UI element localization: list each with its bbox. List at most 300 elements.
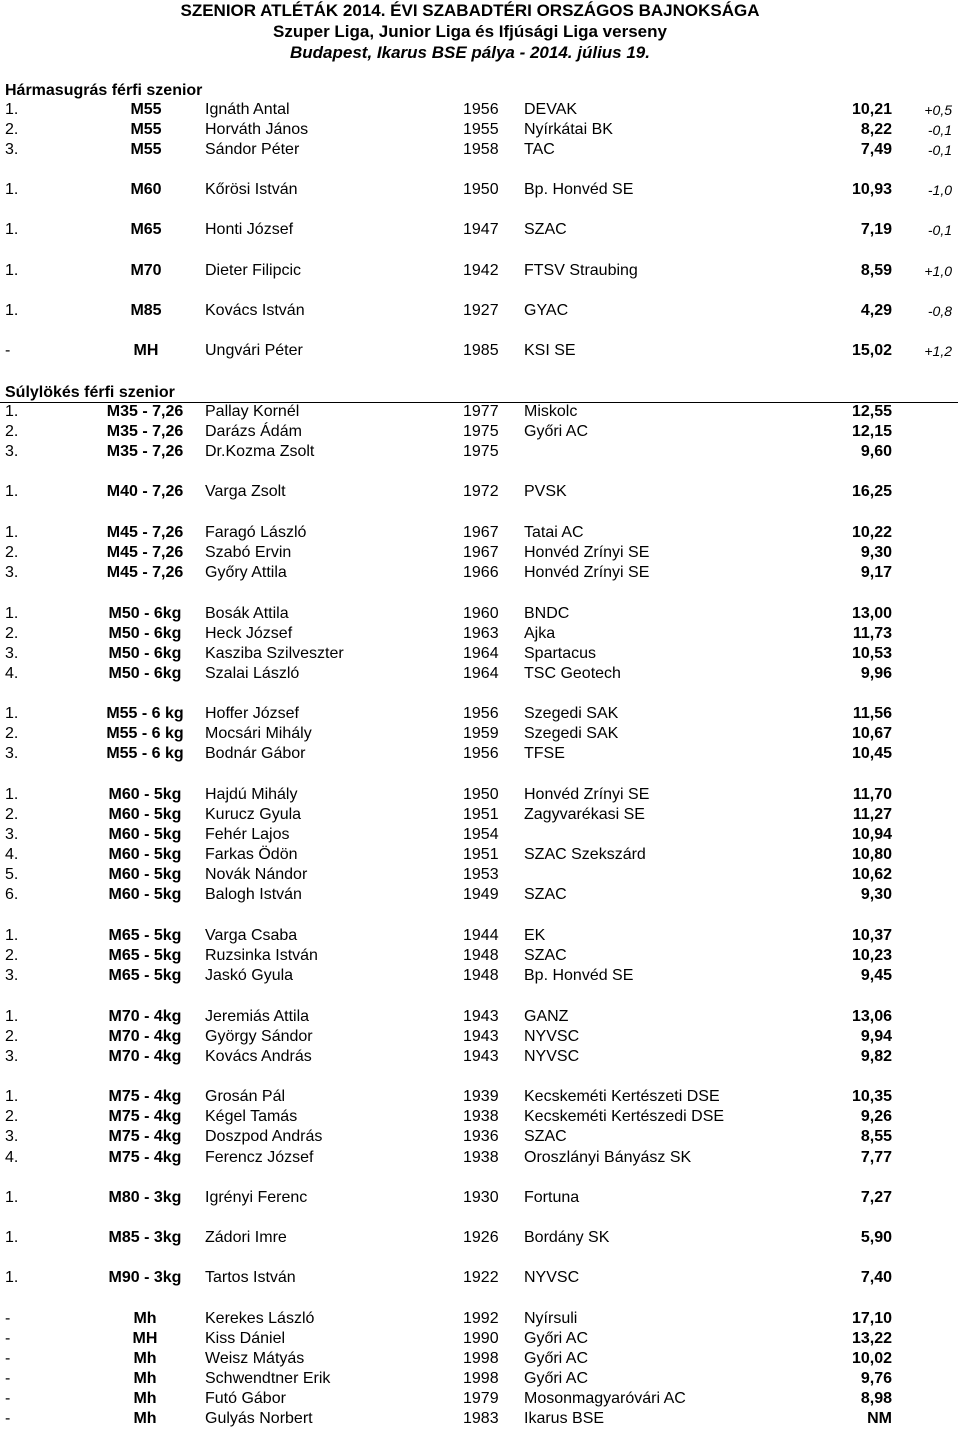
result-place: - [5, 342, 11, 359]
birth-year: 1960 [463, 605, 499, 622]
athlete-name: Kasziba Szilveszter [205, 645, 344, 662]
result-row [0, 624, 960, 644]
result-category: M60 - 5kg [108, 846, 182, 863]
athlete-name: Győry Attila [205, 564, 287, 581]
club-name: Honvéd Zrínyi SE [524, 786, 650, 803]
result-value: 9,82 [860, 1048, 892, 1065]
birth-year: 1964 [463, 645, 499, 662]
athlete-name: Balogh István [205, 886, 302, 903]
birth-year: 1967 [463, 524, 499, 541]
result-value: 9,60 [860, 443, 892, 460]
result-category: M50 - 6kg [108, 625, 182, 642]
result-row [0, 402, 960, 422]
result-value: 8,59 [860, 262, 892, 279]
club-name: Győri AC [524, 1350, 589, 1367]
club-name: Spartacus [524, 645, 597, 662]
result-value: 13,00 [851, 605, 892, 622]
result-place: 1. [5, 1189, 19, 1206]
birth-year: 1954 [463, 826, 499, 843]
result-place: 6. [5, 886, 19, 903]
athlete-name: Dieter Filipcic [205, 262, 302, 279]
result-place: 1. [5, 403, 19, 420]
result-place: 1. [5, 302, 19, 319]
result-category: M80 - 3kg [108, 1189, 182, 1206]
birth-year: 1975 [463, 423, 499, 440]
result-place: 3. [5, 645, 19, 662]
result-category: M55 [130, 141, 162, 158]
wind-value: -1,0 [927, 182, 952, 198]
club-name: SZAC [524, 947, 567, 964]
section-title: Hármasugrás férfi szenior [5, 82, 203, 99]
result-row [0, 442, 960, 462]
result-value: 10,45 [851, 745, 892, 762]
result-row [0, 422, 960, 442]
club-name: FTSV Straubing [524, 262, 638, 279]
result-category: M70 [130, 262, 162, 279]
result-value: 12,15 [851, 423, 892, 440]
result-place: 1. [5, 705, 19, 722]
athlete-name: Weisz Mátyás [205, 1350, 305, 1367]
result-category: M65 - 5kg [108, 947, 182, 964]
result-row [0, 704, 960, 724]
result-row [0, 180, 960, 200]
result-place: 1. [5, 1269, 19, 1286]
result-row [0, 644, 960, 664]
result-row [0, 865, 960, 885]
result-category: M55 - 6 kg [106, 745, 184, 762]
athlete-name: Doszpod András [205, 1128, 323, 1145]
result-category: M60 - 5kg [108, 886, 182, 903]
birth-year: 1977 [463, 403, 499, 420]
birth-year: 1975 [463, 443, 499, 460]
result-place: - [5, 1310, 11, 1327]
club-name: Oroszlányi Bányász SK [524, 1149, 692, 1166]
result-row [0, 1349, 960, 1369]
result-row [0, 744, 960, 764]
birth-year: 1950 [463, 786, 499, 803]
result-place: - [5, 1370, 11, 1387]
result-category: M60 - 5kg [108, 806, 182, 823]
birth-year: 1956 [463, 745, 499, 762]
result-category: M50 - 6kg [108, 645, 182, 662]
result-value: 10,35 [851, 1088, 892, 1105]
birth-year: 1983 [463, 1410, 499, 1427]
result-value: 10,53 [851, 645, 892, 662]
result-category: M70 - 4kg [108, 1028, 182, 1045]
result-place: - [5, 1330, 11, 1347]
result-category: Mh [133, 1390, 157, 1407]
result-value: 7,77 [860, 1149, 892, 1166]
result-row [0, 1087, 960, 1107]
result-value: 16,25 [851, 483, 892, 500]
result-value: 9,30 [860, 544, 892, 561]
result-place: 1. [5, 221, 19, 238]
club-name: EK [524, 927, 546, 944]
birth-year: 1938 [463, 1149, 499, 1166]
result-value: 15,02 [851, 342, 892, 359]
club-name: Honvéd Zrínyi SE [524, 544, 650, 561]
birth-year: 1972 [463, 483, 499, 500]
result-place: 1. [5, 1229, 19, 1246]
club-name: PVSK [524, 483, 567, 500]
result-row [0, 1148, 960, 1168]
document-title: SZENIOR ATLÉTÁK 2014. ÉVI SZABADTÉRI ORSZÁGOS BAJNOKSÁGA [180, 1, 760, 20]
result-place: 1. [5, 605, 19, 622]
result-place: 2. [5, 121, 19, 138]
result-value: 10,62 [851, 866, 892, 883]
athlete-name: Hoffer József [205, 705, 299, 722]
result-category: M55 - 6 kg [106, 725, 184, 742]
result-value: 9,30 [860, 886, 892, 903]
result-category: M55 [130, 101, 162, 118]
club-name: Szegedi SAK [524, 705, 619, 722]
birth-year: 1930 [463, 1189, 499, 1206]
result-value: 8,55 [860, 1128, 892, 1145]
result-row [0, 100, 960, 120]
athlete-name: Farkas Ödön [205, 846, 298, 863]
athlete-name: Jaskó Gyula [205, 967, 294, 984]
club-name: Miskolc [524, 403, 578, 420]
athlete-name: Hajdú Mihály [205, 786, 298, 803]
athlete-name: Kégel Tamás [205, 1108, 298, 1125]
birth-year: 1948 [463, 967, 499, 984]
result-value: 10,67 [851, 725, 892, 742]
athlete-name: Grosán Pál [205, 1088, 286, 1105]
club-name: SZAC Szekszárd [524, 846, 646, 863]
result-place: 4. [5, 846, 19, 863]
result-category: M45 - 7,26 [106, 564, 184, 581]
athlete-name: Ungvári Péter [205, 342, 303, 359]
wind-value: -0,8 [927, 303, 952, 319]
result-place: 1. [5, 786, 19, 803]
result-category: M85 - 3kg [108, 1229, 182, 1246]
birth-year: 1936 [463, 1128, 499, 1145]
athlete-name: Dr.Kozma Zsolt [205, 443, 315, 460]
result-value: 10,22 [851, 524, 892, 541]
club-name: Kecskeméti Kertészeti DSE [524, 1088, 720, 1105]
birth-year: 1942 [463, 262, 499, 279]
birth-year: 1966 [463, 564, 499, 581]
result-value: 10,94 [851, 826, 892, 843]
result-category: M35 - 7,26 [106, 443, 184, 460]
athlete-name: Varga Csaba [205, 927, 298, 944]
result-row [0, 1268, 960, 1288]
athlete-name: Ruzsinka István [205, 947, 318, 964]
result-row [0, 1389, 960, 1409]
result-place: 2. [5, 806, 19, 823]
athlete-name: Mocsári Mihály [205, 725, 312, 742]
result-place: 1. [5, 1088, 19, 1105]
result-value: 11,70 [852, 786, 892, 803]
athlete-name: Futó Gábor [205, 1390, 286, 1407]
result-value: 5,90 [860, 1229, 892, 1246]
section-title: Súlylökés férfi szenior [5, 384, 175, 401]
birth-year: 1926 [463, 1229, 499, 1246]
result-value: 17,10 [851, 1310, 892, 1327]
birth-year: 1958 [463, 141, 499, 158]
result-category: M35 - 7,26 [106, 403, 184, 420]
birth-year: 1943 [463, 1008, 499, 1025]
birth-year: 1947 [463, 221, 499, 238]
result-value: 10,37 [851, 927, 892, 944]
result-value: 11,73 [852, 625, 892, 642]
result-place: 3. [5, 967, 19, 984]
result-category: M75 - 4kg [108, 1128, 182, 1145]
birth-year: 1943 [463, 1048, 499, 1065]
club-name: NYVSC [524, 1269, 580, 1286]
club-name: BNDC [524, 605, 570, 622]
result-row [0, 1228, 960, 1248]
result-value: 10,80 [851, 846, 892, 863]
result-category: M70 - 4kg [108, 1008, 182, 1025]
result-row [0, 724, 960, 744]
birth-year: 1951 [463, 846, 499, 863]
result-value: 4,29 [860, 302, 892, 319]
result-row [0, 926, 960, 946]
result-place: 2. [5, 725, 19, 742]
result-place: 3. [5, 1128, 19, 1145]
result-place: 1. [5, 262, 19, 279]
athlete-name: Ignáth Antal [205, 101, 290, 118]
athlete-name: Szalai László [205, 665, 300, 682]
wind-value: +0,5 [924, 102, 952, 118]
athlete-name: Schwendtner Erik [205, 1370, 331, 1387]
result-category: Mh [133, 1350, 157, 1367]
result-row [0, 220, 960, 240]
result-row [0, 966, 960, 986]
athlete-name: Szabó Ervin [205, 544, 292, 561]
club-name: GANZ [524, 1008, 569, 1025]
result-value: 11,27 [852, 806, 892, 823]
club-name: TSC Geotech [524, 665, 621, 682]
result-value: 7,19 [860, 221, 892, 238]
document-venue: Budapest, Ikarus BSE pálya - 2014. július 19. [290, 43, 650, 62]
club-name: Szegedi SAK [524, 725, 619, 742]
result-row [0, 120, 960, 140]
birth-year: 1990 [463, 1330, 499, 1347]
club-name: Győri AC [524, 423, 589, 440]
result-value: 11,56 [852, 705, 892, 722]
athlete-name: György Sándor [205, 1028, 313, 1045]
club-name: SZAC [524, 1128, 567, 1145]
club-name: SZAC [524, 886, 567, 903]
result-row [0, 785, 960, 805]
birth-year: 1943 [463, 1028, 499, 1045]
result-value: 10,02 [851, 1350, 892, 1367]
result-category: M45 - 7,26 [106, 524, 184, 541]
result-category: MH [133, 342, 159, 359]
result-value: 8,22 [860, 121, 892, 138]
athlete-name: Horváth János [205, 121, 309, 138]
club-name: Tatai AC [524, 524, 584, 541]
result-row [0, 1127, 960, 1147]
birth-year: 1992 [463, 1310, 499, 1327]
birth-year: 1949 [463, 886, 499, 903]
result-row [0, 1188, 960, 1208]
result-category: M50 - 6kg [108, 665, 182, 682]
result-category: M75 - 4kg [108, 1149, 182, 1166]
birth-year: 1956 [463, 705, 499, 722]
club-name: SZAC [524, 221, 567, 238]
result-place: 3. [5, 1048, 19, 1065]
club-name: KSI SE [524, 342, 576, 359]
result-category: M55 - 6 kg [106, 705, 184, 722]
club-name: Bp. Honvéd SE [524, 967, 634, 984]
athlete-name: Faragó László [205, 524, 307, 541]
birth-year: 1998 [463, 1370, 499, 1387]
result-place: 2. [5, 625, 19, 642]
wind-value: +1,2 [924, 343, 952, 359]
athlete-name: Bosák Attila [205, 605, 289, 622]
athlete-name: Varga Zsolt [205, 483, 286, 500]
result-row [0, 523, 960, 543]
club-name: Nyírkátai BK [524, 121, 613, 138]
athlete-name: Darázs Ádám [205, 423, 302, 440]
club-name: NYVSC [524, 1028, 580, 1045]
athlete-name: Zádori Imre [205, 1229, 287, 1246]
result-place: 3. [5, 826, 19, 843]
result-value: 9,76 [860, 1370, 892, 1387]
wind-value: +1,0 [924, 263, 952, 279]
club-name: Ajka [524, 625, 556, 642]
result-value: 9,96 [860, 665, 892, 682]
athlete-name: Bodnár Gábor [205, 745, 306, 762]
result-category: M35 - 7,26 [106, 423, 184, 440]
result-value: 8,98 [860, 1390, 892, 1407]
club-name: DEVAK [524, 101, 578, 118]
birth-year: 1979 [463, 1390, 499, 1407]
result-category: M55 [130, 121, 162, 138]
result-value: 10,23 [851, 947, 892, 964]
result-value: 9,17 [860, 564, 892, 581]
club-name: TFSE [524, 745, 565, 762]
birth-year: 1922 [463, 1269, 499, 1286]
birth-year: 1964 [463, 665, 499, 682]
birth-year: 1963 [463, 625, 499, 642]
athlete-name: Fehér Lajos [205, 826, 290, 843]
birth-year: 1955 [463, 121, 499, 138]
birth-year: 1948 [463, 947, 499, 964]
birth-year: 1967 [463, 544, 499, 561]
result-place: 1. [5, 1008, 19, 1025]
athlete-name: Novák Nándor [205, 866, 308, 883]
athlete-name: Igrényi Ferenc [205, 1189, 308, 1206]
result-place: 4. [5, 1149, 19, 1166]
result-place: - [5, 1350, 11, 1367]
result-category: M70 - 4kg [108, 1048, 182, 1065]
result-place: 2. [5, 423, 19, 440]
birth-year: 1959 [463, 725, 499, 742]
result-category: M40 - 7,26 [106, 483, 184, 500]
result-row [0, 1329, 960, 1349]
birth-year: 1950 [463, 181, 499, 198]
athlete-name: Ferencz József [205, 1149, 314, 1166]
athlete-name: Kovács István [205, 302, 305, 319]
athlete-name: Tartos István [205, 1269, 296, 1286]
result-row [0, 1027, 960, 1047]
result-row [0, 1369, 960, 1389]
wind-value: -0,1 [927, 222, 952, 238]
club-name: NYVSC [524, 1048, 580, 1065]
result-category: M65 - 5kg [108, 927, 182, 944]
result-row [0, 885, 960, 905]
birth-year: 1951 [463, 806, 499, 823]
result-place: 1. [5, 483, 19, 500]
result-row [0, 1409, 960, 1429]
birth-year: 1985 [463, 342, 499, 359]
result-category: Mh [133, 1370, 157, 1387]
result-category: M75 - 4kg [108, 1108, 182, 1125]
result-value: 12,55 [851, 403, 892, 420]
club-name: Fortuna [524, 1189, 580, 1206]
result-row [0, 1007, 960, 1027]
result-row [0, 1047, 960, 1067]
result-category: M60 [130, 181, 162, 198]
result-place: - [5, 1410, 11, 1427]
athlete-name: Jeremiás Attila [205, 1008, 310, 1025]
result-value: 13,22 [851, 1330, 892, 1347]
result-value: 13,06 [851, 1008, 892, 1025]
result-row [0, 664, 960, 684]
athlete-name: Kőrösi István [205, 181, 298, 198]
birth-year: 1998 [463, 1350, 499, 1367]
result-row [0, 946, 960, 966]
result-value: 9,94 [860, 1028, 892, 1045]
athlete-name: Pallay Kornél [205, 403, 300, 420]
result-row [0, 563, 960, 583]
result-category: M65 - 5kg [108, 967, 182, 984]
club-name: Ikarus BSE [524, 1410, 605, 1427]
result-category: M50 - 6kg [108, 605, 182, 622]
result-place: 3. [5, 745, 19, 762]
result-place: 1. [5, 927, 19, 944]
birth-year: 1939 [463, 1088, 499, 1105]
result-row [0, 805, 960, 825]
result-row [0, 845, 960, 865]
result-category: Mh [133, 1310, 157, 1327]
athlete-name: Gulyás Norbert [205, 1410, 313, 1427]
result-value: 9,26 [860, 1108, 892, 1125]
result-category: M60 - 5kg [108, 786, 182, 803]
result-category: M45 - 7,26 [106, 544, 184, 561]
birth-year: 1938 [463, 1108, 499, 1125]
result-row [0, 543, 960, 563]
athlete-name: Kovács András [205, 1048, 312, 1065]
result-category: M60 - 5kg [108, 866, 182, 883]
club-name: Győri AC [524, 1370, 589, 1387]
club-name: Honvéd Zrínyi SE [524, 564, 650, 581]
result-place: 3. [5, 564, 19, 581]
wind-value: -0,1 [927, 142, 952, 158]
result-value: 10,21 [851, 101, 892, 118]
result-value: 7,27 [860, 1189, 892, 1206]
athlete-name: Heck József [205, 625, 293, 642]
result-place: 2. [5, 544, 19, 561]
club-name: Zagyvarékasi SE [524, 806, 645, 823]
result-row [0, 140, 960, 160]
result-row [0, 341, 960, 361]
result-value: 7,40 [860, 1269, 892, 1286]
result-place: 1. [5, 101, 19, 118]
result-place: 2. [5, 1028, 19, 1045]
result-place: 4. [5, 665, 19, 682]
result-category: M65 [130, 221, 162, 238]
athlete-name: Kerekes László [205, 1310, 315, 1327]
club-name: Kecskeméti Kertészedi DSE [524, 1108, 725, 1125]
athlete-name: Honti József [205, 221, 294, 238]
club-name: Mosonmagyaróvári AC [524, 1390, 686, 1407]
birth-year: 1953 [463, 866, 499, 883]
